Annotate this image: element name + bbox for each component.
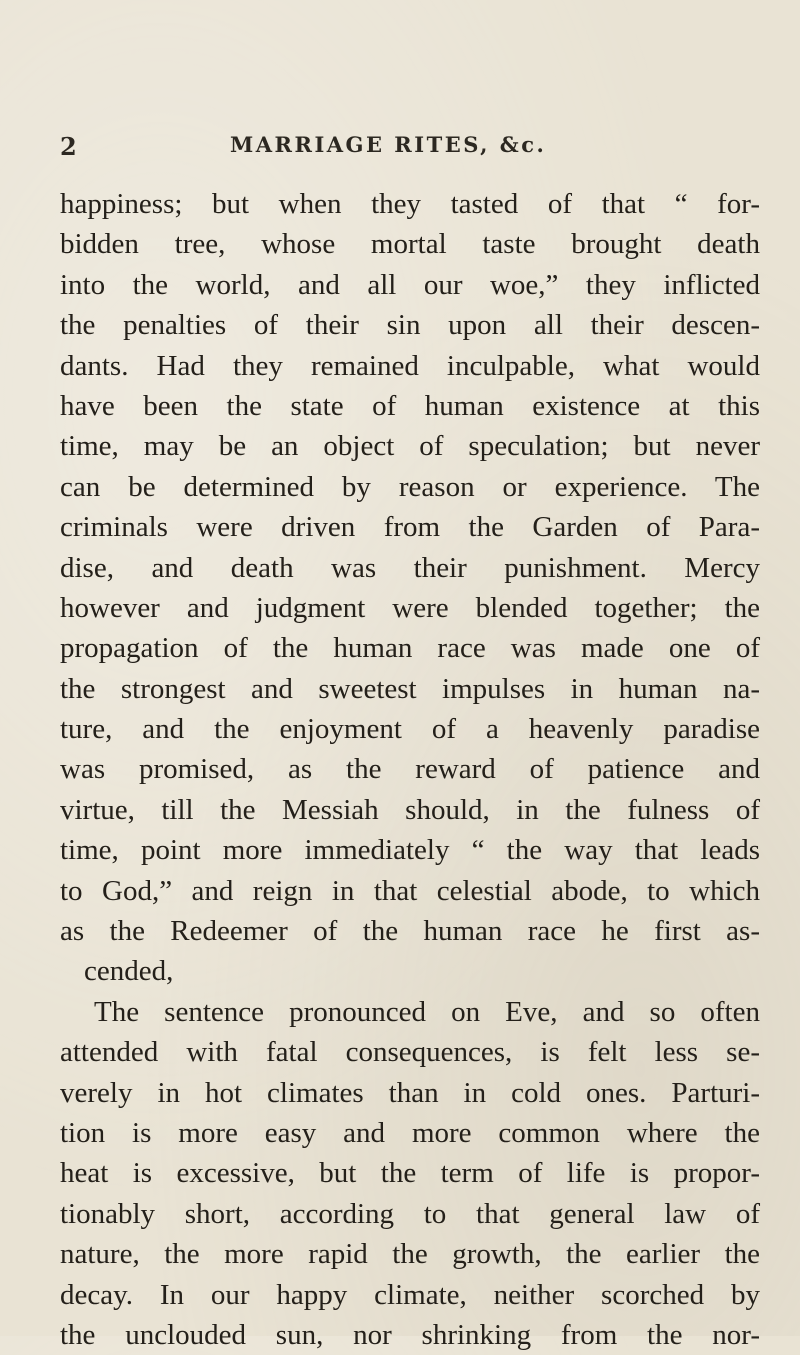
text-line: dise, and death was their punishment. Mercy bbox=[60, 551, 760, 584]
text-line: tion is more easy and more common where the bbox=[60, 1116, 760, 1149]
page-number: 2 bbox=[60, 132, 77, 161]
text-line: cended, bbox=[84, 955, 174, 988]
text-line: as the Redeemer of the human race he first as- bbox=[60, 915, 760, 948]
text-line: into the world, and all our woe,” they inflicted bbox=[60, 268, 760, 301]
text-line: have been the state of human existence at this bbox=[60, 389, 760, 422]
text-line: bidden tree, whose mortal taste brought death bbox=[60, 228, 760, 261]
text-line: time, point more immediately “ the way that leads bbox=[60, 834, 760, 867]
text-line: attended with fatal consequences, is felt less se- bbox=[60, 1036, 760, 1069]
text-line: however and judgment were blended together; the bbox=[60, 591, 760, 624]
text-line: verely in hot climates than in cold ones. Parturi- bbox=[60, 1076, 760, 1109]
text-line: nature, the more rapid the growth, the earlier the bbox=[60, 1238, 760, 1271]
text-line: can be determined by reason or experience. The bbox=[60, 470, 760, 503]
text-line: the penalties of their sin upon all their descen- bbox=[60, 309, 760, 342]
text-line: heat is excessive, but the term of life is propor- bbox=[60, 1157, 760, 1190]
text-line: the strongest and sweetest impulses in human na- bbox=[60, 672, 760, 705]
text-line: ture, and the enjoyment of a heavenly paradise bbox=[60, 713, 760, 746]
text-line: propagation of the human race was made one of bbox=[60, 632, 760, 665]
text-line: decay. In our happy climate, neither scorched by bbox=[60, 1278, 760, 1311]
text-line: happiness; but when they tasted of that “ for- bbox=[60, 188, 760, 220]
text-line: was promised, as the reward of patience and bbox=[60, 753, 760, 786]
running-title: MARRIAGE RITES, &c. bbox=[230, 132, 547, 157]
paragraph-start-line: The sentence pronounced on Eve, and so often bbox=[94, 995, 760, 1028]
text-line: tionably short, according to that general law of bbox=[60, 1197, 760, 1230]
text-line: the unclouded sun, nor shrinking from the nor- bbox=[60, 1318, 760, 1351]
body-text bbox=[60, 184, 760, 1355]
text-line: dants. Had they remained inculpable, what would bbox=[60, 349, 760, 382]
text-line: to God,” and reign in that celestial abode, to which bbox=[60, 874, 760, 907]
text-line: criminals were driven from the Garden of Para- bbox=[60, 511, 760, 544]
text-line: virtue, till the Messiah should, in the fulness of bbox=[60, 793, 760, 826]
text-line: time, may be an object of speculation; but never bbox=[60, 430, 760, 463]
